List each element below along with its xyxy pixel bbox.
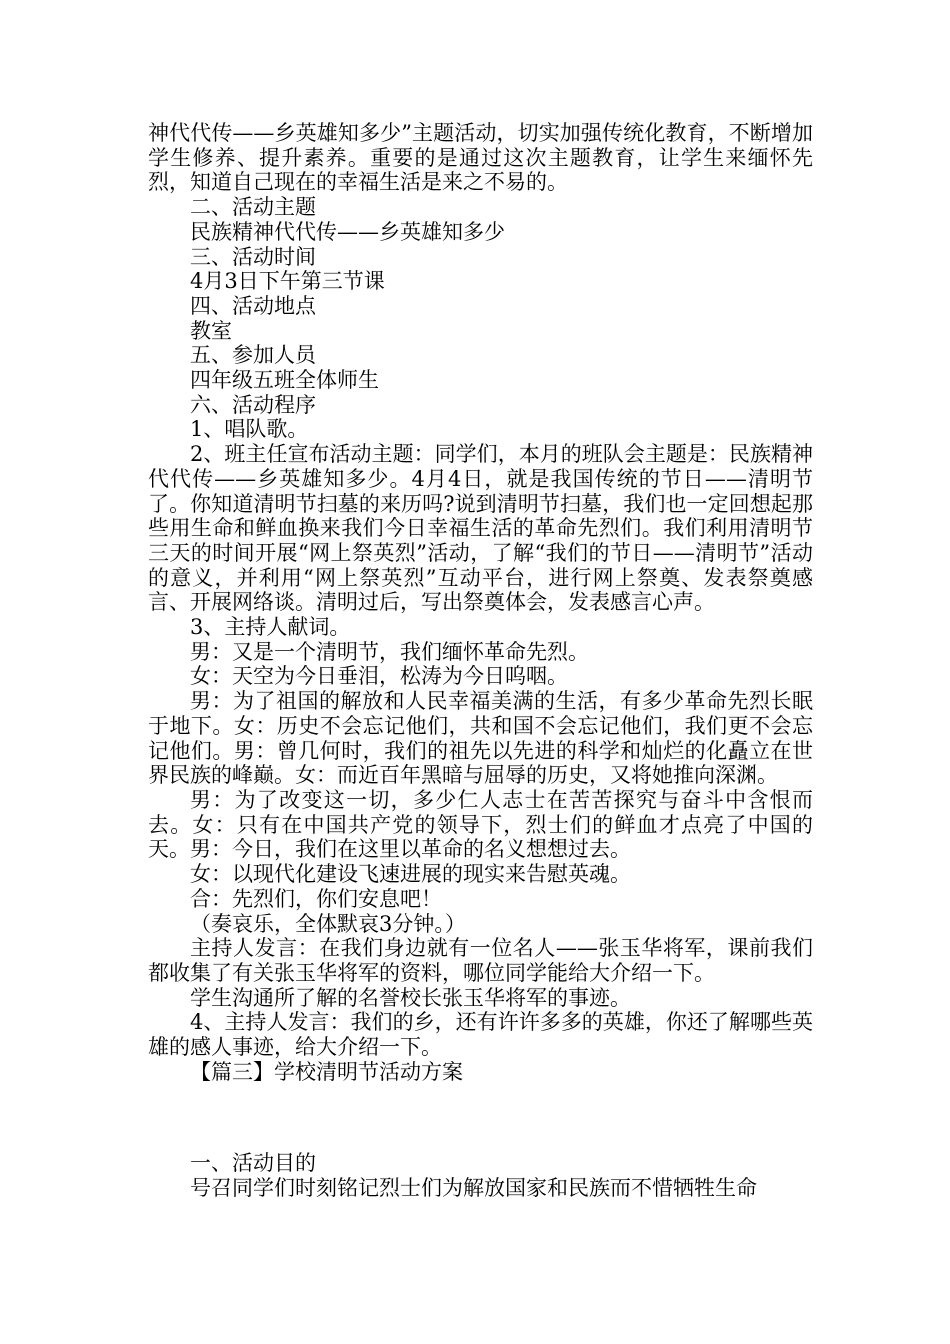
section-heading: 一、活动目的 [190, 1151, 316, 1176]
section-heading: 二、活动主题 [190, 195, 316, 220]
section-heading: 三、活动时间 [190, 244, 316, 269]
document-body [148, 195, 813, 1200]
text-line: 合：先烈们，你们安息吧！ [190, 886, 442, 911]
text-line: 教室 [190, 318, 232, 343]
text-line: 女：天空为今日垂泪，松涛为今日呜咽。 [190, 664, 568, 689]
paragraph: 男：为了祖国的解放和人民幸福美满的生活，有多少革命先烈长眠于地下。女：历史不会忘记他们，共和国不会忘记他们，我们更不会忘记他们。男：曾几何时，我们的祖先以先进的科学和灿烂的化矗立在世界民族的峰巅。女：而近百年黑暗与屈辱的历史，又将她推向深渊。 [148, 689, 813, 788]
text-line: 女：以现代化建设飞速进展的现实来告慰英魂。 [190, 862, 631, 887]
text-line: 3、主持人献词。 [190, 615, 351, 640]
paragraph: 号召同学们时刻铭记烈士们为解放国家和民族而不惜牺牲生命 [190, 1175, 757, 1200]
paragraph: 主持人发言：在我们身边就有一位名人——张玉华将军，课前我们都收集了有关张玉华将军的资料，哪位同学能给大介绍一下。 [148, 936, 813, 985]
article-title: 【篇三】学校清明节活动方案 [190, 1059, 463, 1084]
text-line: 学生沟通所了解的名誉校长张玉华将军的事迹。 [190, 985, 631, 1010]
intro-paragraph: 神代代传——乡英雄知多少”主题活动，切实加强传统化教育，不断增加学生修养、提升素养。重要的是通过这次主题教育，让学生来缅怀先烈，知道自己现在的幸福生活是来之不易的。 [148, 121, 813, 195]
paragraph: 2、班主任宣布活动主题：同学们，本月的班队会主题是：民族精神代代传——乡英雄知多少。4月4日，就是我国传统的节日——清明节了。你知道清明节扫墓的来历吗?说到清明节扫墓，我们也一定回想起那些用生命和鲜血换来我们今日幸福生活的革命先烈们。我们利用清明节三天的时间开展“网上祭英烈”活动，了解“我们的节日——清明节”活动的意义，并利用“网上祭英烈”互动平台，进行网上祭奠、发表祭奠感言、开展网络谈。清明过后，写出祭奠体会，发表感言心声。 [148, 442, 813, 615]
text-line: 四年级五班全体师生 [190, 368, 379, 393]
section-heading: 五、参加人员 [190, 343, 316, 368]
section-heading: 四、活动地点 [190, 293, 316, 318]
paragraph: 男：为了改变这一切，多少仁人志士在苦苦探究与奋斗中含恨而去。女：只有在中国共产党的领导下，烈士们的鲜血才点亮了中国的天。男：今日，我们在这里以革命的名义想想过去。 [148, 787, 813, 862]
text-line: （奏哀乐，全体默哀3分钟。） [190, 911, 466, 936]
text-line: 民族精神代代传——乡英雄知多少 [190, 219, 505, 244]
document-page [148, 121, 813, 1201]
text-line: 4月3日下午第三节课 [190, 269, 385, 294]
text-line: 男：又是一个清明节，我们缅怀革命先烈。 [190, 639, 589, 664]
paragraph: 4、主持人发言：我们的乡，还有许许多多的英雄，你还了解哪些英雄的感人事迹，给大介绍一下。 [148, 1010, 813, 1060]
text-line: 1、唱队歌。 [190, 417, 309, 442]
section-heading: 六、活动程序 [190, 392, 316, 417]
blank-line [148, 1105, 813, 1130]
